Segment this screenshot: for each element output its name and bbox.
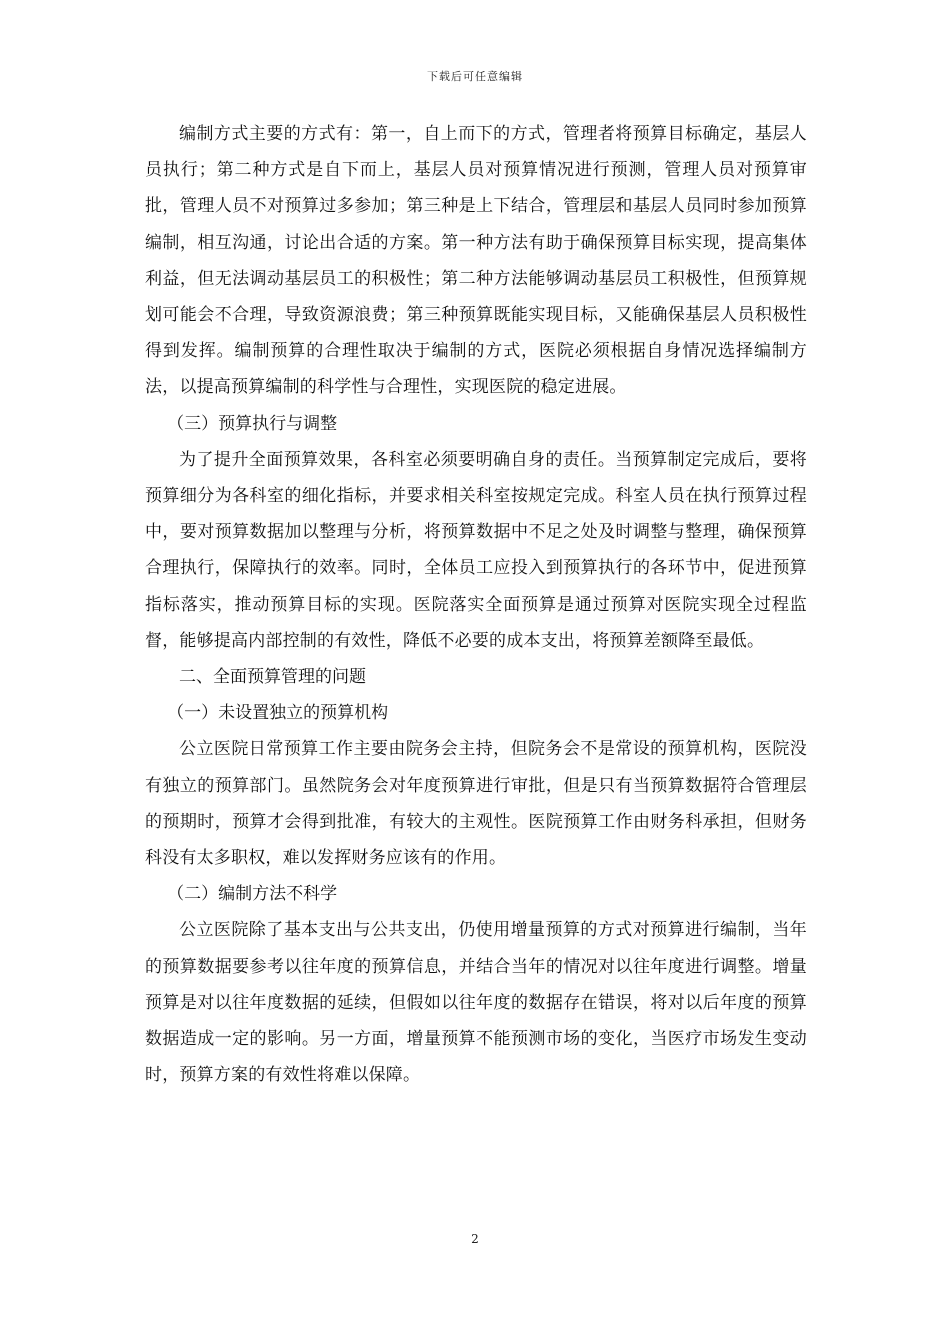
paragraph-compilation-methods: 编制方式主要的方式有：第一，自上而下的方式，管理者将预算目标确定，基层人员执行；第二种方式是自下而上，基层人员对预算情况进行预测，管理人员对预算审批，管理人员不对预算过多参加；第三种是上下结合，管理层和基层人员同时参加预算编制，相互沟通，讨论出合适的方案。第一种方法有助于确保预算目标实现，提高集体利益，但无法调动基层员工的积极性；第二种方法能够调动基层员工积极性，但预算规划可能会不合理，导致资源浪费；第三种预算既能实现目标，又能确保基层人员积极性得到发挥。编制预算的合理性取决于编制的方式，医院必须根据自身情况选择编制方法，以提高预算编制的科学性与合理性，实现医院的稳定进展。 (145, 124, 807, 398)
section-heading-budget-execution: （三）预算执行与调整 (167, 413, 338, 434)
page-header: 下载后可任意编辑 (427, 70, 523, 83)
page-body (145, 116, 807, 1093)
paragraph-no-budget-agency: 公立医院日常预算工作主要由院务会主持，但院务会不是常设的预算机构，医院没有独立的预算部门。虽然院务会对年度预算进行审批，但是只有当预算数据符合管理层的预期时，预算才会得到批准，有较大的主观性。医院预算工作由财务科承担，但财务科没有太多职权，难以发挥财务应该有的作用。 (145, 739, 807, 869)
paragraph-budget-execution: 为了提升全面预算效果，各科室必须要明确自身的责任。当预算制定完成后，要将预算细分为各科室的细化指标，并要求相关科室按规定完成。科室人员在执行预算过程中，要对预算数据加以整理与分析，将预算数据中不足之处及时调整与整理，确保预算合理执行，保障执行的效率。同时，全体员工应投入到预算执行的各环节中，促进预算指标落实，推动预算目标的实现。医院落实全面预算是通过预算对医院实现全过程监督，能够提高内部控制的有效性，降低不必要的成本支出，将预算差额降至最低。 (145, 449, 807, 651)
chapter-heading-problems: 二、全面预算管理的问题 (179, 667, 366, 688)
paragraph-unscientific-methods: 公立医院除了基本支出与公共支出，仍使用增量预算的方式对预算进行编制，当年的预算数据要参考以往年度的预算信息，并结合当年的情况对以往年度进行调整。增量预算是对以往年度数据的延续，但假如以往年度的数据存在错误，将对以后年度的预算数据造成一定的影响。另一方面，增量预算不能预测市场的变化，当医疗市场发生变动时，预算方案的有效性将难以保障。 (145, 920, 807, 1086)
page-number: 2 (471, 1232, 479, 1246)
section-heading-unscientific-methods: （二）编制方法不科学 (167, 884, 338, 905)
section-heading-no-budget-agency: （一）未设置独立的预算机构 (167, 703, 389, 724)
